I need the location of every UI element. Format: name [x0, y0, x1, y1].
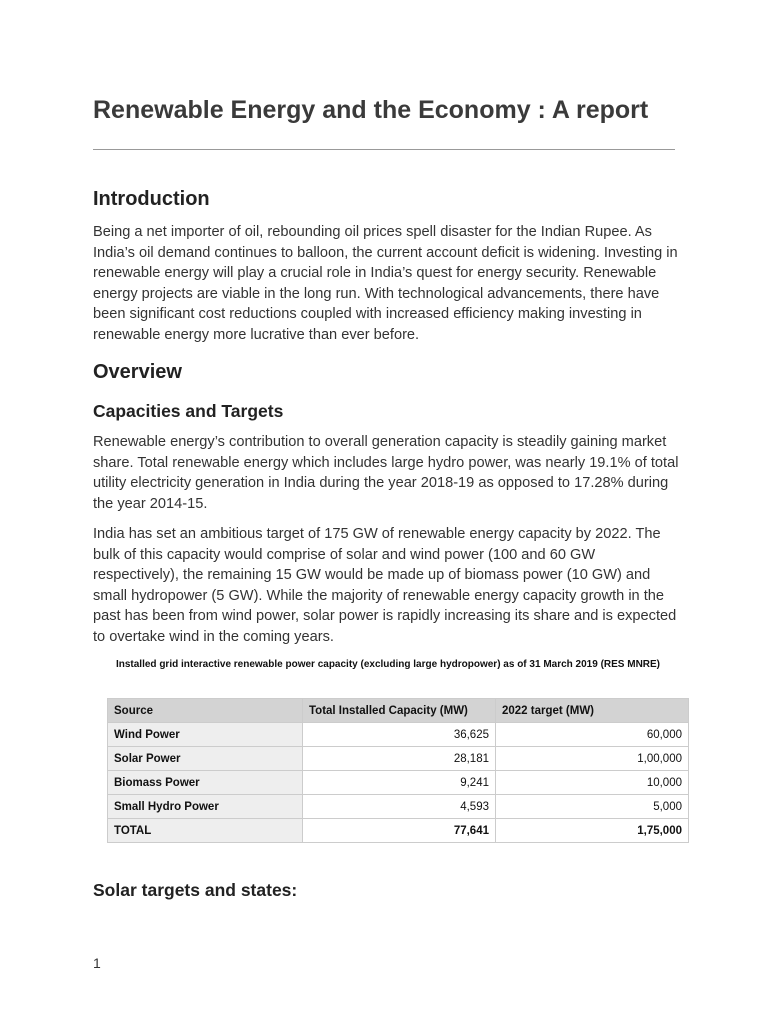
row-source: Wind Power — [108, 723, 303, 747]
table-caption: Installed grid interactive renewable power capacity (excluding large hydropower) as of 31 March 2019 (RES MNRE) — [115, 659, 661, 670]
header-target: 2022 target (MW) — [496, 699, 689, 723]
row-source: TOTAL — [108, 819, 303, 843]
row-target: 60,000 — [496, 723, 689, 747]
capacity-table — [107, 698, 689, 843]
table-total-row — [108, 819, 689, 843]
capacities-heading: Capacities and Targets — [93, 401, 284, 421]
table-row — [108, 795, 689, 819]
row-capacity: 36,625 — [303, 723, 496, 747]
row-capacity: 4,593 — [303, 795, 496, 819]
row-target: 10,000 — [496, 771, 689, 795]
page-number: 1 — [93, 955, 101, 971]
row-capacity: 77,641 — [303, 819, 496, 843]
table-header-row — [108, 699, 689, 723]
row-target: 1,75,000 — [496, 819, 689, 843]
table-row — [108, 747, 689, 771]
row-capacity: 28,181 — [303, 747, 496, 771]
solar-targets-heading: Solar targets and states: — [93, 880, 298, 900]
title-divider — [93, 149, 675, 150]
header-capacity: Total Installed Capacity (MW) — [303, 699, 496, 723]
row-source: Small Hydro Power — [108, 795, 303, 819]
row-target: 5,000 — [496, 795, 689, 819]
overview-paragraph-2: India has set an ambitious target of 175 GW of renewable energy capacity by 2022. The bulk of this capacity would comprise of solar and wind power (100 and 60 GW respectively), the remaining 15 GW would be made up of biomass power (10 GW) and small hydropower (5 GW). While the majority of renewable energy capacity growth in the past has been from wind power, solar power is rapidly increasing its share and is expected to overtake wind in the coming years. — [93, 526, 677, 645]
row-capacity: 9,241 — [303, 771, 496, 795]
row-source: Biomass Power — [108, 771, 303, 795]
row-target: 1,00,000 — [496, 747, 689, 771]
overview-heading: Overview — [93, 361, 182, 383]
introduction-text: Being a net importer of oil, rebounding oil prices spell disaster for the Indian Rupee. As India’s oil demand continues to balloon, the current account deficit is widening. Investing in renewable energy will play a crucial role in India’s quest for energy security. Renewable energy projects are viable in the long run. With technological advancements, there have been significant cost reductions coupled with increased efficiency making investing in renewable energy more lucrative than ever before. — [93, 224, 678, 343]
table-row — [108, 771, 689, 795]
overview-paragraph-1: Renewable energy’s contribution to overall generation capacity is steadily gaining market share. Total renewable energy which includes large hydro power, was nearly 19.1% of total utility electricity generation in India during the year 2018-19 as opposed to 17.28% during the year 2014-15. — [93, 434, 679, 512]
header-source: Source — [108, 699, 303, 723]
document-title: Renewable Energy and the Economy : A report — [93, 96, 649, 124]
introduction-heading: Introduction — [93, 188, 210, 210]
row-source: Solar Power — [108, 747, 303, 771]
table-row — [108, 723, 689, 747]
